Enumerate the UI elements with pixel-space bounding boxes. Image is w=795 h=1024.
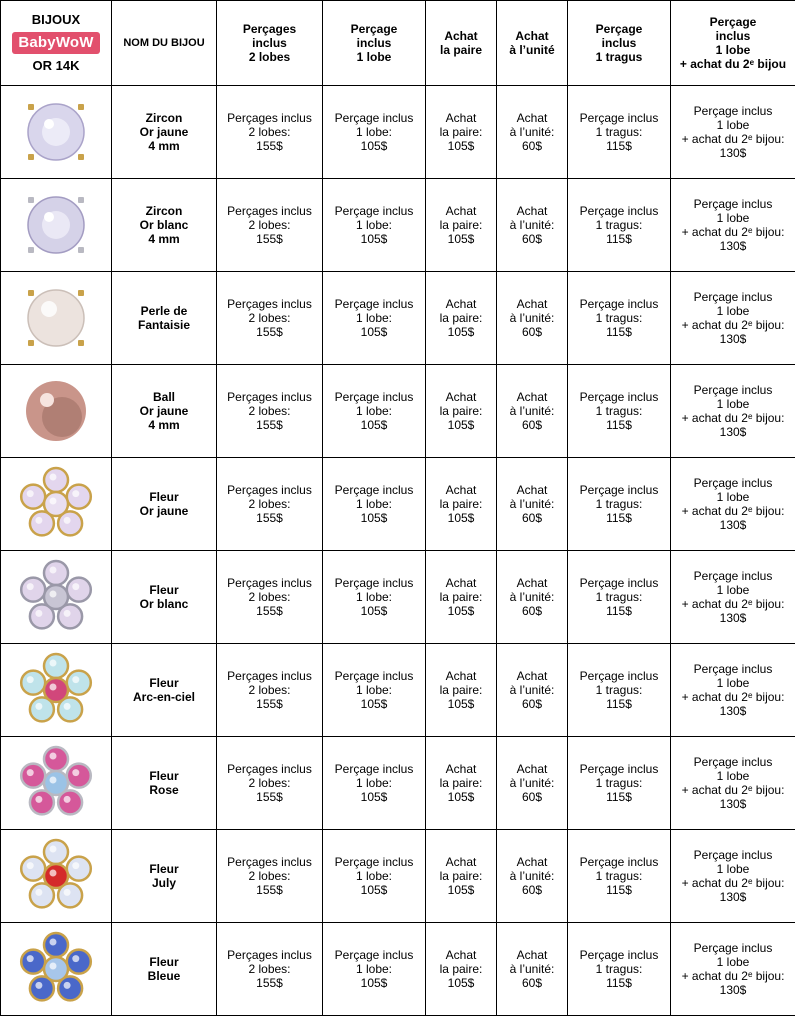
pair-cell: Achat la paire: 105$ (426, 365, 497, 458)
jewel-name: Fleur July (112, 830, 217, 923)
one-lobe-cell: Perçage inclus 1 lobe: 105$ (323, 272, 426, 365)
second-jewel-cell: Perçage inclus 1 lobe + achat du 2ᵉ bijou: 130$ (671, 830, 795, 923)
jewel-name: Fleur Or jaune (112, 458, 217, 551)
table-row (1, 923, 795, 1016)
header-name: NOM DU BIJOU (112, 1, 217, 86)
tragus-cell: Perçage inclus 1 tragus: 115$ (568, 86, 671, 179)
pair-cell: Achat la paire: 105$ (426, 86, 497, 179)
one-lobe-cell: Perçage inclus 1 lobe: 105$ (323, 179, 426, 272)
pair-cell: Achat la paire: 105$ (426, 272, 497, 365)
unit-cell: Achat à l’unité: 60$ (497, 551, 568, 644)
header-tragus: Perçage inclus 1 tragus (568, 1, 671, 86)
pair-cell: Achat la paire: 105$ (426, 644, 497, 737)
brand-top-label: BIJOUX (31, 12, 81, 27)
tragus-cell: Perçage inclus 1 tragus: 115$ (568, 923, 671, 1016)
one-lobe-cell: Perçage inclus 1 lobe: 105$ (323, 86, 426, 179)
jewel-image-cell (1, 86, 112, 179)
second-jewel-cell: Perçage inclus 1 lobe + achat du 2ᵉ bijou: 130$ (671, 272, 795, 365)
unit-cell: Achat à l’unité: 60$ (497, 179, 568, 272)
jewel-image-cell (1, 923, 112, 1016)
second-jewel-cell: Perçage inclus 1 lobe + achat du 2ᵉ bijou: 130$ (671, 923, 795, 1016)
second-jewel-cell: Perçage inclus 1 lobe + achat du 2ᵉ bijou: 130$ (671, 179, 795, 272)
table-row (1, 458, 795, 551)
two-lobes-cell: Perçages inclus 2 lobes: 155$ (217, 830, 323, 923)
unit-cell: Achat à l’unité: 60$ (497, 644, 568, 737)
jewel-image-cell (1, 737, 112, 830)
flower-rainbow-icon (16, 650, 96, 730)
pair-cell: Achat la paire: 105$ (426, 179, 497, 272)
two-lobes-cell: Perçages inclus 2 lobes: 155$ (217, 644, 323, 737)
jewel-image-cell (1, 272, 112, 365)
table-row (1, 272, 795, 365)
table-row (1, 365, 795, 458)
one-lobe-cell: Perçage inclus 1 lobe: 105$ (323, 365, 426, 458)
tragus-cell: Perçage inclus 1 tragus: 115$ (568, 644, 671, 737)
one-lobe-cell: Perçage inclus 1 lobe: 105$ (323, 923, 426, 1016)
unit-cell: Achat à l’unité: 60$ (497, 458, 568, 551)
two-lobes-cell: Perçages inclus 2 lobes: 155$ (217, 923, 323, 1016)
jewel-name: Perle de Fantaisie (112, 272, 217, 365)
header-pair: Achat la paire (426, 1, 497, 86)
second-jewel-cell: Perçage inclus 1 lobe + achat du 2ᵉ bijou: 130$ (671, 458, 795, 551)
jewel-name: Fleur Rose (112, 737, 217, 830)
second-jewel-cell: Perçage inclus 1 lobe + achat du 2ᵉ bijou: 130$ (671, 737, 795, 830)
jewel-name: Fleur Arc-en-ciel (112, 644, 217, 737)
babywow-logo: BabyWoW (12, 32, 99, 54)
jewel-image-cell (1, 365, 112, 458)
table-row (1, 830, 795, 923)
one-lobe-cell: Perçage inclus 1 lobe: 105$ (323, 458, 426, 551)
tragus-cell: Perçage inclus 1 tragus: 115$ (568, 272, 671, 365)
jewel-name: Fleur Or blanc (112, 551, 217, 644)
two-lobes-cell: Perçages inclus 2 lobes: 155$ (217, 86, 323, 179)
pair-cell: Achat la paire: 105$ (426, 737, 497, 830)
unit-cell: Achat à l’unité: 60$ (497, 923, 568, 1016)
unit-cell: Achat à l’unité: 60$ (497, 737, 568, 830)
header-row (1, 1, 795, 86)
header-two-lobes: Perçages inclus 2 lobes (217, 1, 323, 86)
jewel-name: Ball Or jaune 4 mm (112, 365, 217, 458)
second-jewel-cell: Perçage inclus 1 lobe + achat du 2ᵉ bijou: 130$ (671, 644, 795, 737)
two-lobes-cell: Perçages inclus 2 lobes: 155$ (217, 272, 323, 365)
second-jewel-cell: Perçage inclus 1 lobe + achat du 2ᵉ bijou: 130$ (671, 365, 795, 458)
jewel-image-cell (1, 644, 112, 737)
flower-white-gold-icon (16, 557, 96, 637)
jewel-image-cell (1, 830, 112, 923)
tragus-cell: Perçage inclus 1 tragus: 115$ (568, 365, 671, 458)
one-lobe-cell: Perçage inclus 1 lobe: 105$ (323, 644, 426, 737)
jewel-name: Fleur Bleue (112, 923, 217, 1016)
two-lobes-cell: Perçages inclus 2 lobes: 155$ (217, 737, 323, 830)
unit-cell: Achat à l’unité: 60$ (497, 86, 568, 179)
zircon-yellow-gold-icon (16, 92, 96, 172)
jewel-image-cell (1, 458, 112, 551)
jewel-image-cell (1, 179, 112, 272)
unit-cell: Achat à l’unité: 60$ (497, 830, 568, 923)
tragus-cell: Perçage inclus 1 tragus: 115$ (568, 551, 671, 644)
header-unit: Achat à l’unité (497, 1, 568, 86)
unit-cell: Achat à l’unité: 60$ (497, 365, 568, 458)
header-second-jewel: Perçage inclus 1 lobe + achat du 2ᵉ bijou (671, 1, 795, 86)
pair-cell: Achat la paire: 105$ (426, 923, 497, 1016)
gold-ball-icon (16, 371, 96, 451)
table-row (1, 644, 795, 737)
pair-cell: Achat la paire: 105$ (426, 458, 497, 551)
tragus-cell: Perçage inclus 1 tragus: 115$ (568, 458, 671, 551)
one-lobe-cell: Perçage inclus 1 lobe: 105$ (323, 551, 426, 644)
two-lobes-cell: Perçages inclus 2 lobes: 155$ (217, 365, 323, 458)
table-row (1, 737, 795, 830)
brand-header (1, 1, 112, 86)
unit-cell: Achat à l’unité: 60$ (497, 272, 568, 365)
pearl-icon (16, 278, 96, 358)
jewel-name: Zircon Or blanc 4 mm (112, 179, 217, 272)
two-lobes-cell: Perçages inclus 2 lobes: 155$ (217, 458, 323, 551)
table-row (1, 86, 795, 179)
two-lobes-cell: Perçages inclus 2 lobes: 155$ (217, 551, 323, 644)
two-lobes-cell: Perçages inclus 2 lobes: 155$ (217, 179, 323, 272)
flower-yellow-gold-icon (16, 464, 96, 544)
one-lobe-cell: Perçage inclus 1 lobe: 105$ (323, 737, 426, 830)
one-lobe-cell: Perçage inclus 1 lobe: 105$ (323, 830, 426, 923)
zircon-white-gold-icon (16, 185, 96, 265)
flower-july-icon (16, 836, 96, 916)
pair-cell: Achat la paire: 105$ (426, 551, 497, 644)
pair-cell: Achat la paire: 105$ (426, 830, 497, 923)
header-one-lobe: Perçage inclus 1 lobe (323, 1, 426, 86)
table-row (1, 551, 795, 644)
tragus-cell: Perçage inclus 1 tragus: 115$ (568, 830, 671, 923)
tragus-cell: Perçage inclus 1 tragus: 115$ (568, 179, 671, 272)
table-row (1, 179, 795, 272)
flower-pink-icon (16, 743, 96, 823)
jewel-image-cell (1, 551, 112, 644)
second-jewel-cell: Perçage inclus 1 lobe + achat du 2ᵉ bijou: 130$ (671, 86, 795, 179)
second-jewel-cell: Perçage inclus 1 lobe + achat du 2ᵉ bijou: 130$ (671, 551, 795, 644)
tragus-cell: Perçage inclus 1 tragus: 115$ (568, 737, 671, 830)
flower-blue-icon (16, 929, 96, 1009)
jewel-name: Zircon Or jaune 4 mm (112, 86, 217, 179)
brand-bottom-label: OR 14K (32, 58, 80, 73)
